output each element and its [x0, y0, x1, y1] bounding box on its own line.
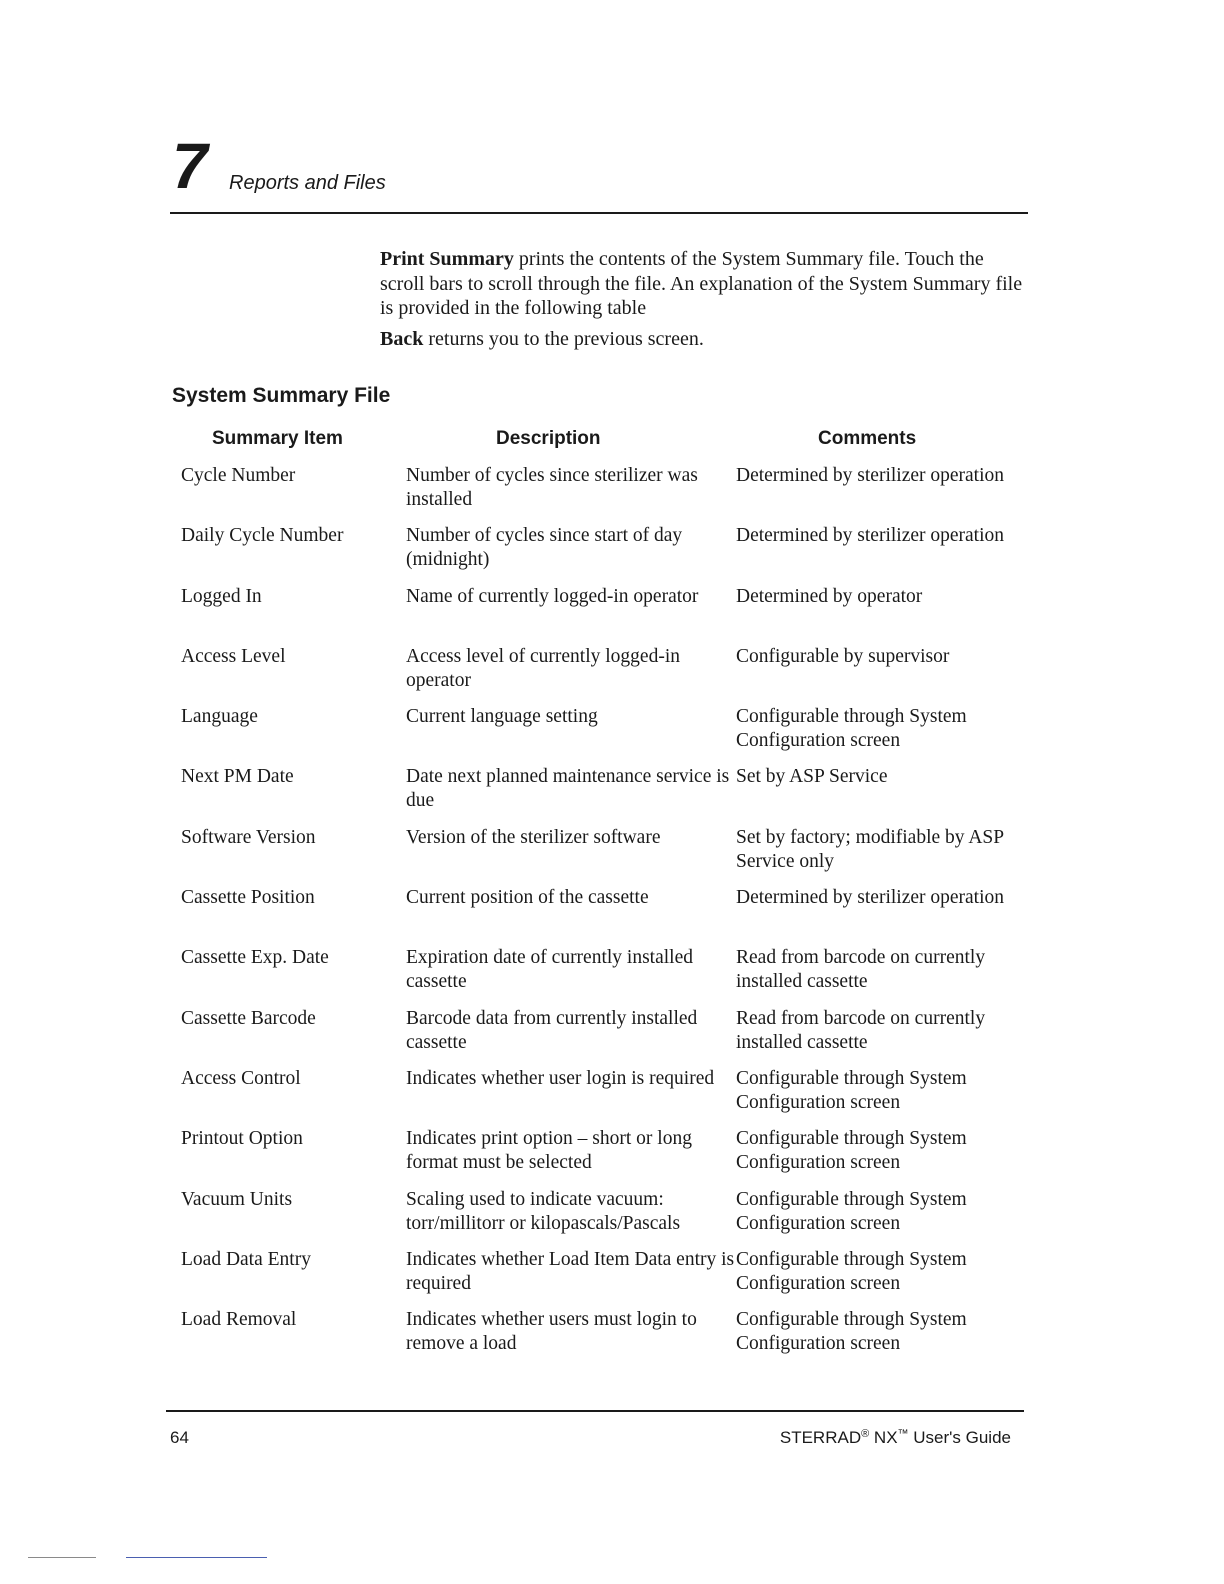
comments-cell: Configurable through System Configuration screen [736, 1188, 967, 1234]
summary-item-cell: Load Removal [181, 1309, 297, 1331]
description-cell: Indicates print option – short or long format must be selected [406, 1128, 692, 1174]
description-cell: Barcode data from currently installed cassette [406, 1007, 698, 1053]
scan-artifact-line [126, 1557, 267, 1558]
scan-artifact-line [28, 1557, 96, 1558]
back-paragraph [380, 327, 1030, 352]
comments-cell: Configurable through System Configuration screen [736, 1067, 967, 1113]
comments-cell: Configurable through System Configuration screen [736, 1248, 967, 1294]
summary-item-cell: Cassette Position [181, 887, 315, 909]
description-cell: Number of cycles since sterilizer was installed [406, 465, 698, 510]
table-row [172, 886, 1022, 946]
comments-cell: Determined by sterilizer operation [736, 465, 1005, 486]
table-row [172, 946, 1022, 1006]
table-row [172, 705, 1022, 765]
guide-title-suffix: User's Guide [908, 1428, 1011, 1447]
chapter-header [172, 130, 1028, 214]
description-cell: Indicates whether users must login to remove a load [406, 1309, 697, 1355]
table-row [172, 464, 1022, 524]
table-header [172, 428, 1022, 464]
summary-item-cell: Next PM Date [181, 766, 294, 788]
summary-item-cell: Load Data Entry [181, 1248, 311, 1270]
comments-cell: Set by ASP Service [736, 766, 888, 788]
comments-cell: Determined by sterilizer operation [736, 525, 1005, 547]
description-cell: Indicates whether user login is required [406, 1067, 715, 1089]
description-cell: Name of currently logged-in operator [406, 585, 699, 607]
comments-cell: Configurable by supervisor [736, 645, 950, 667]
comments-cell: Read from barcode on currently installed cassette [736, 947, 986, 993]
description-cell: Scaling used to indicate vacuum: torr/millitorr or kilopascals/Pascals [406, 1188, 681, 1234]
column-header-description: Description [496, 428, 601, 449]
description-cell: Current language setting [406, 706, 598, 728]
chapter-title: Reports and Files [229, 172, 386, 194]
summary-item-cell: Software Version [181, 826, 316, 848]
summary-item-cell: Cassette Barcode [181, 1007, 316, 1029]
header-divider [170, 212, 1028, 214]
guide-title-model: NX [869, 1428, 898, 1447]
table-row [172, 1248, 1022, 1308]
page-number: 64 [170, 1428, 189, 1447]
description-cell: Expiration date of currently installed cassette [406, 947, 693, 993]
column-header-summary-item: Summary Item [212, 428, 343, 449]
comments-cell: Determined by operator [736, 585, 923, 607]
table-row [172, 524, 1022, 584]
table-row [172, 1127, 1022, 1187]
summary-item-cell: Daily Cycle Number [181, 525, 344, 547]
table-row [172, 1007, 1022, 1067]
table-row [172, 765, 1022, 825]
comments-cell: Read from barcode on currently installed cassette [736, 1007, 986, 1053]
summary-item-cell: Access Level [181, 645, 286, 667]
comments-cell: Configurable through System Configuration screen [736, 1309, 967, 1355]
description-cell: Access level of currently logged-in operator [406, 645, 680, 691]
summary-item-cell: Access Control [181, 1067, 301, 1089]
print-summary-paragraph [380, 247, 1030, 321]
guide-title [780, 1428, 1011, 1448]
registered-mark: ® [861, 1428, 870, 1440]
table-body [172, 464, 1022, 1368]
comments-cell: Configurable through System Configuration screen [736, 706, 967, 752]
comments-cell: Configurable through System Configuration screen [736, 1128, 967, 1174]
description-cell: Current position of the cassette [406, 887, 649, 909]
system-summary-table [172, 428, 1022, 1368]
table-row [172, 1308, 1022, 1368]
table-row [172, 1067, 1022, 1127]
description-cell: Date next planned maintenance service is due [406, 766, 730, 812]
column-header-comments: Comments [818, 428, 917, 449]
guide-title-brand: STERRAD [779, 1428, 862, 1447]
summary-item-cell: Logged In [181, 585, 262, 607]
summary-item-cell: Cassette Exp. Date [181, 947, 329, 969]
description-cell: Number of cycles since start of day (midnight) [406, 525, 683, 571]
table-row [172, 585, 1022, 645]
chapter-number: 7 [172, 130, 208, 202]
table-row [172, 826, 1022, 886]
summary-item-cell: Language [181, 706, 258, 728]
back-term: Back [380, 327, 424, 350]
summary-item-cell: Cycle Number [181, 465, 296, 486]
print-summary-text: prints the contents of the System Summary file. Touch the scroll bars to scroll through the file. An explanation of the System Summary file is provided in the following table [380, 248, 1023, 319]
comments-cell: Set by factory; modifiable by ASP Service only [736, 826, 1004, 872]
back-text: returns you to the previous screen. [423, 327, 704, 350]
table-row [172, 1188, 1022, 1248]
description-cell: Indicates whether Load Item Data entry is required [406, 1248, 735, 1294]
description-cell: Version of the sterilizer software [406, 826, 661, 848]
section-heading: System Summary File [172, 384, 391, 407]
print-summary-term: Print Summary [380, 248, 514, 270]
trademark-mark: ™ [897, 1428, 909, 1440]
summary-item-cell: Vacuum Units [181, 1188, 293, 1210]
footer-divider [166, 1410, 1024, 1412]
intro-text [380, 247, 1030, 357]
comments-cell: Determined by sterilizer operation [736, 887, 1005, 909]
summary-item-cell: Printout Option [181, 1128, 303, 1150]
table-row [172, 645, 1022, 705]
